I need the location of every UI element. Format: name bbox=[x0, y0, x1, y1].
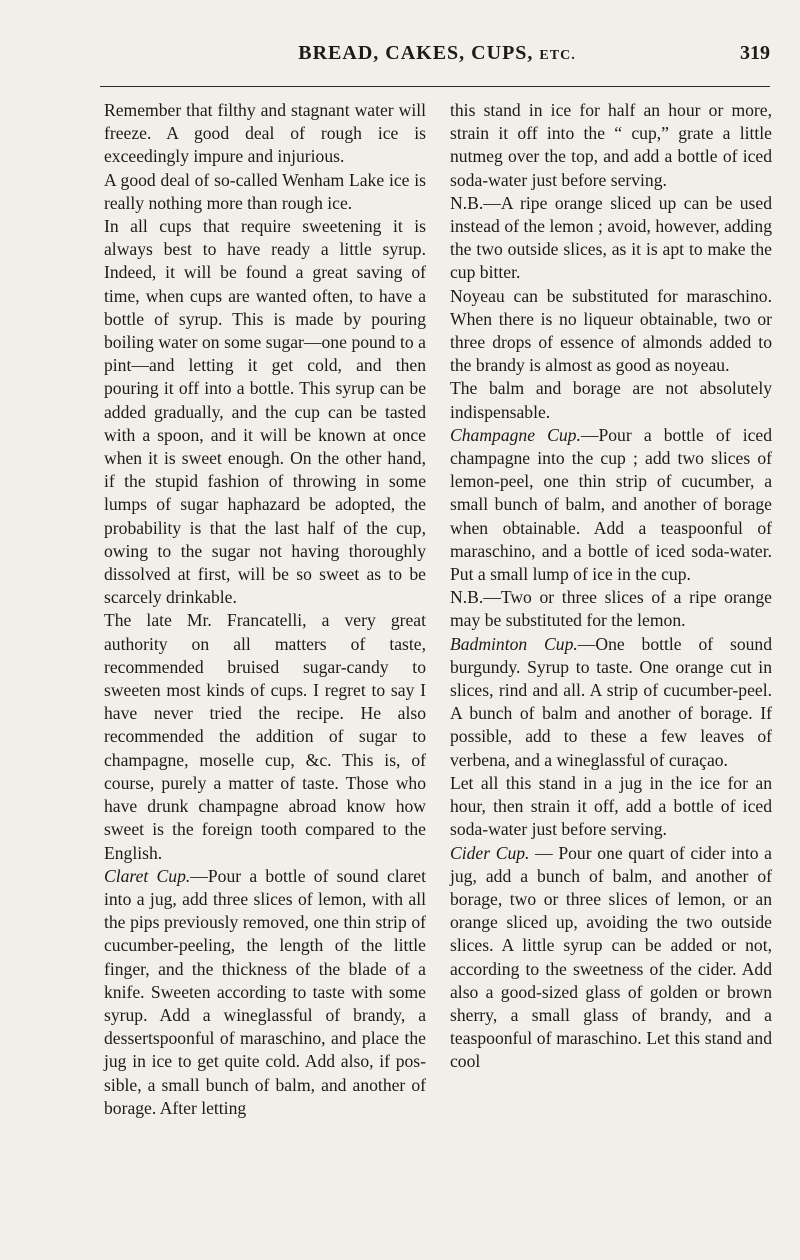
paragraph-text: A good deal of so-called Wenham Lake ice is really nothing more than rough ice. bbox=[104, 169, 426, 213]
recipe-paragraph bbox=[450, 424, 772, 586]
recipe-paragraph bbox=[104, 865, 426, 1120]
recipe-title: Claret Cup. bbox=[104, 865, 191, 886]
recipe-title: Champagne Cup. bbox=[450, 424, 581, 445]
right-column bbox=[450, 99, 772, 1074]
recipe-text: —Pour a bottle of iced champagne into the cup ; add two slices of lemon-peel, one thin strip of cucumber, a small bunch of balm, and another of borage when obtainable. Add a teaspoonful of maraschino, and a bottle of iced soda-water. Put a small lump of ice in the cup. bbox=[450, 424, 772, 585]
paragraph-text: this stand in ice for half an hour or more, strain it off into the “ cup,” grate a little nutmeg over the top, and add a bottle of iced soda-water just before serving. bbox=[450, 100, 772, 190]
paragraph-text: In all cups that require sweetening it is always best to have ready a little syrup. Indeed, it will be found a great saving of time, when cups are wanted often, to have a bottle of syrup. This is made by pouring boiling water on some sugar—one pound to a pint—and letting it get cold, and then pouring it off into a bottle. This syrup can be added gradually, and the cup can be tasted with a spoon, and it will be known at once when it is sweet enough. On the other hand, if the stupid fashion of throwing in some lumps of sugar haphazard be adopted, the probability is that the last half of the cup, owing to the sugar not having thoroughly dissolved at first, will be so sweet as to be scarcely drinkable. bbox=[104, 216, 426, 608]
running-head-title bbox=[104, 42, 770, 65]
recipe-title: Cider Cup. bbox=[450, 842, 530, 863]
page-number: 319 bbox=[740, 42, 770, 64]
paragraph bbox=[450, 99, 772, 192]
paragraph-text: The late Mr. Francatelli, a very great authority on all matters of taste, recommended bruised sugar-candy to sweeten most kinds of cups. I regret to say I have never tried the recipe. He also recommended the addition of sugar to champagne, moselle cup, &c. This is, of course, purely a matter of taste. Those who have drunk champagne abroad know how sweet is the foreign tooth compared to the English. bbox=[104, 610, 426, 863]
running-head-title-main: BREAD, CAKES, CUPS, bbox=[298, 42, 534, 64]
running-head bbox=[104, 40, 770, 72]
paragraph bbox=[104, 609, 426, 864]
recipe-title: Badminton Cup. bbox=[450, 633, 578, 654]
header-rule bbox=[100, 86, 770, 87]
recipe-paragraph bbox=[450, 842, 772, 1074]
paragraph bbox=[104, 215, 426, 609]
paragraph bbox=[450, 586, 772, 632]
paragraph bbox=[450, 772, 772, 842]
paragraph-text: Noyeau can be substituted for maraschino. When there is no liqueur obtainable, two or three drops of essence of almonds added to the brandy is almost as good as noyeau. bbox=[450, 285, 772, 376]
paragraph-text: The balm and borage are not absolutely indispensable. bbox=[450, 378, 772, 422]
paragraph bbox=[450, 377, 772, 423]
paragraph-text: N.B.—A ripe orange sliced up can be used instead of the lemon ; avoid, however, adding the two outside slices, as it is apt to make the cup bitter. bbox=[450, 192, 772, 283]
paragraph bbox=[450, 285, 772, 378]
paragraph bbox=[450, 192, 772, 285]
recipe-text: — Pour one quart of cider into a jug, add a bunch of balm, and another of borage, two or three slices of lemon, or an orange sliced up, avoiding the two outside slices. A little syrup can be added or not, according to the sweetness of the cider. Add also a good-sized glass of golden or brown sherry, a small glass of brandy, and a teaspoonful of maraschino. Let this stand and cool bbox=[450, 842, 772, 1072]
paragraph-text: N.B.—Two or three slices of a ripe orange may be substituted for the lemon. bbox=[450, 587, 772, 631]
paragraph-text: Let all this stand in a jug in the ice for an hour, then strain it off, add a bottle of iced soda-water just before serving. bbox=[450, 772, 772, 840]
left-column bbox=[104, 99, 426, 1120]
paragraph bbox=[104, 99, 426, 169]
paragraph bbox=[104, 169, 426, 215]
recipe-text: —One bottle of sound burgundy. Syrup to taste. One orange cut in slices, rind and all. A strip of cucumber-peel. A bunch of balm and another of borage. If possible, add to these a few leaves of verbena, and a wineglassful of curaçao. bbox=[450, 633, 773, 770]
running-head-title-small: ETC. bbox=[539, 48, 576, 63]
recipe-paragraph bbox=[450, 633, 772, 772]
recipe-text: —Pour a bottle of sound claret into a jug, add three slices of lemon, with all the pips previously removed, one thin strip of cucumber-peeling, the length of the little finger, and the thickness of the blade of a knife. Sweeten according to taste with some syrup. Add a wineglassful of brandy, a dessertspoonful of maraschino, and place the jug in ice to get quite cold. Add also, if possible, a small bunch of balm, and another of borage. After letting bbox=[104, 865, 427, 1118]
paragraph-text: Remember that filthy and stagnant water will freeze. A good deal of rough ice is exceedingly impure and injurious. bbox=[104, 100, 426, 167]
